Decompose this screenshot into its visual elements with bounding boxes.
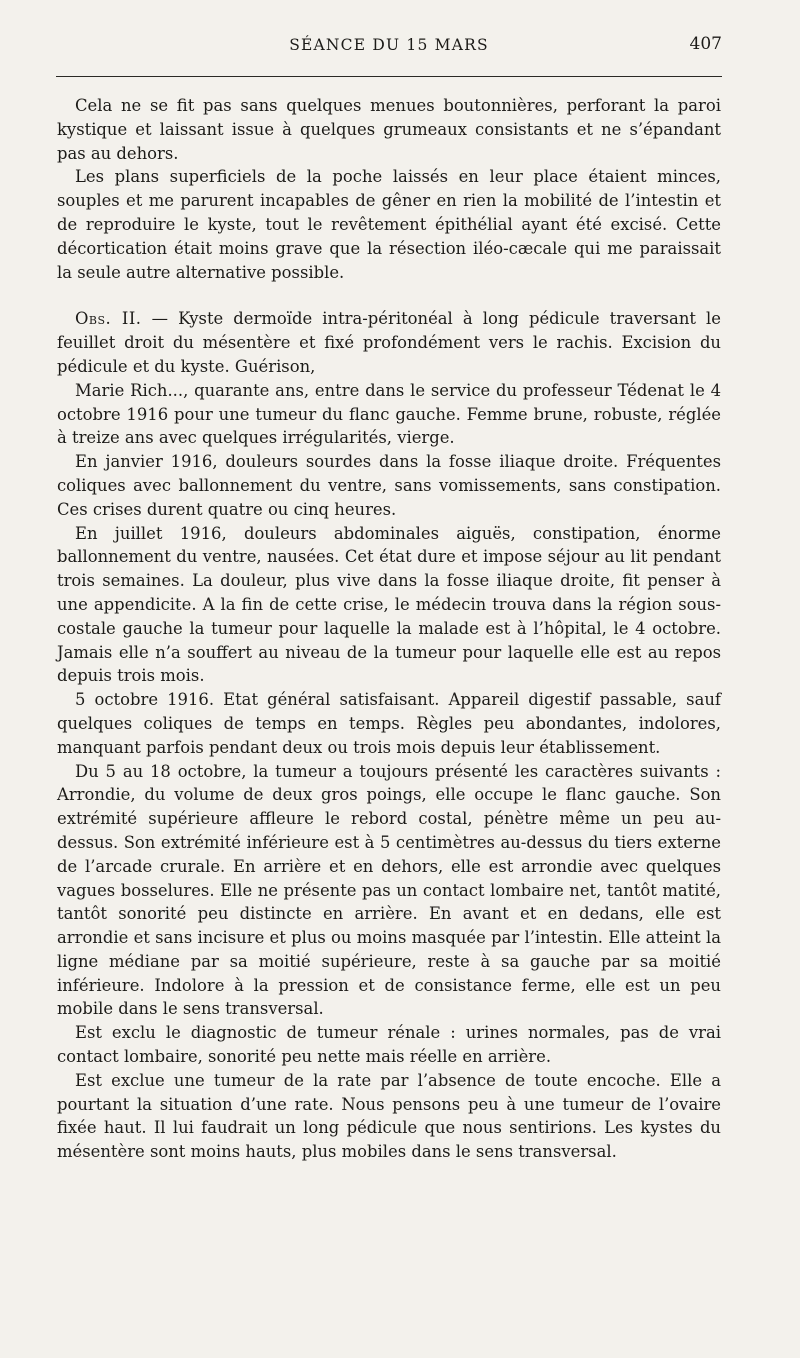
paragraph: Est exclue une tumeur de la rate par l’absence de toute encoche. Elle a pourtant la situation d’une rate. Nous pensons peu à une tumeur de l’ovaire fixée haut. Il lui faudrait un long pédicule que nous sentirions. Les kystes du mésentère sont moins hauts, plus mobiles dans le sens transversal.	[57, 1070, 721, 1162]
paragraph: 5 octobre 1916. Etat général satisfaisant. Appareil digestif passable, sauf quelques coliques de temps en temps. Règles peu abondantes, indolores, manquant parfois pendant deux ou trois mois depuis leur établissement.	[57, 690, 721, 757]
page-number: 407	[689, 34, 722, 54]
paragraph: En juillet 1916, douleurs abdominales aiguës, constipation, énorme ballonnement du ventre, nausées. Cet état dure et impose séjour au lit pendant trois semaines. La douleur, plus vive dans la fosse iliaque droite, fit penser à une appendicite. A la fin de cette crise, le médecin trouva dans la région sous-costale gauche la tumeur pour laquelle la malade est à l’hôpital, le 4 octobre. Jamais elle n’a souffert au niveau de la tumeur pour laquelle elle est au repos depuis trois mois.	[57, 523, 721, 686]
running-title: SÉANCE DU 15 MARS	[289, 36, 489, 54]
paragraph: Du 5 au 18 octobre, la tumeur a toujours présenté les caractères suivants : Arrondie, du volume de deux gros poings, elle occupe le flanc gauche. Son extrémité supérieure affleure le rebord costal, pénètre même un peu au-dessus. Son extrémité inférieure est à 5 centimètres au-dessus du tiers externe de l’arcade crurale. En arrière et en dehors, elle est arrondie avec quelques vagues bosselures. Elle ne présente pas un contact lombaire net, tantôt matité, tantôt sonorité peu distincte en arrière. En avant et en dedans, elle est arrondie et sans incisure et plus ou moins masquée par l’intestin. Elle atteint la ligne médiane par sa moitié supérieure, reste à sa gauche par sa moitié inférieure. Indolore à la pression et de consistance ferme, elle est un peu mobile dans le sens transversal.	[57, 761, 721, 1019]
paragraph: Cela ne se fit pas sans quelques menues boutonnières, perforant la paroi kystique et laissant issue à quelques grumeaux consistants et ne s’épandant pas au dehors.	[57, 96, 721, 163]
paragraph: Marie Rich..., quarante ans, entre dans le service du professeur Tédenat le 4 octobre 1916 pour une tumeur du flanc gauche. Femme brune, robuste, réglée à treize ans avec quelques irrégularités, vierge.	[57, 380, 721, 448]
observation-heading	[57, 307, 721, 378]
running-head	[56, 34, 722, 60]
paragraph: Les plans superficiels de la poche laissés en leur place étaient minces, souples et me parurent incapables de gêner en rien la mobilité de l’intestin et de reproduire le kyste, tout le revêtement épithélial ayant été excisé. Cette décortication était moins grave que la résection iléo-cæcale qui me paraissait la seule autre alternative possible.	[57, 167, 721, 282]
paragraph: Est exclu le diagnostic de tumeur rénale : urines normales, pas de vrai contact lombaire, sonorité peu nette mais réelle en arrière.	[57, 1023, 721, 1067]
observation-label: Obs. II.	[75, 309, 142, 329]
observation-title: — Kyste dermoïde intra-péritonéal à long pédicule traversant le feuillet droit du mésentère et fixé profondément vers le rachis. Excision du pédicule et du kyste. Guérison,	[57, 309, 722, 376]
header-rule	[56, 76, 722, 77]
body-text	[57, 94, 721, 1164]
paragraph: En janvier 1916, douleurs sourdes dans la fosse iliaque droite. Fréquentes coliques avec ballonnement du ventre, sans vomissements, sans constipation. Ces crises durent quatre ou cinq heures.	[57, 452, 721, 519]
